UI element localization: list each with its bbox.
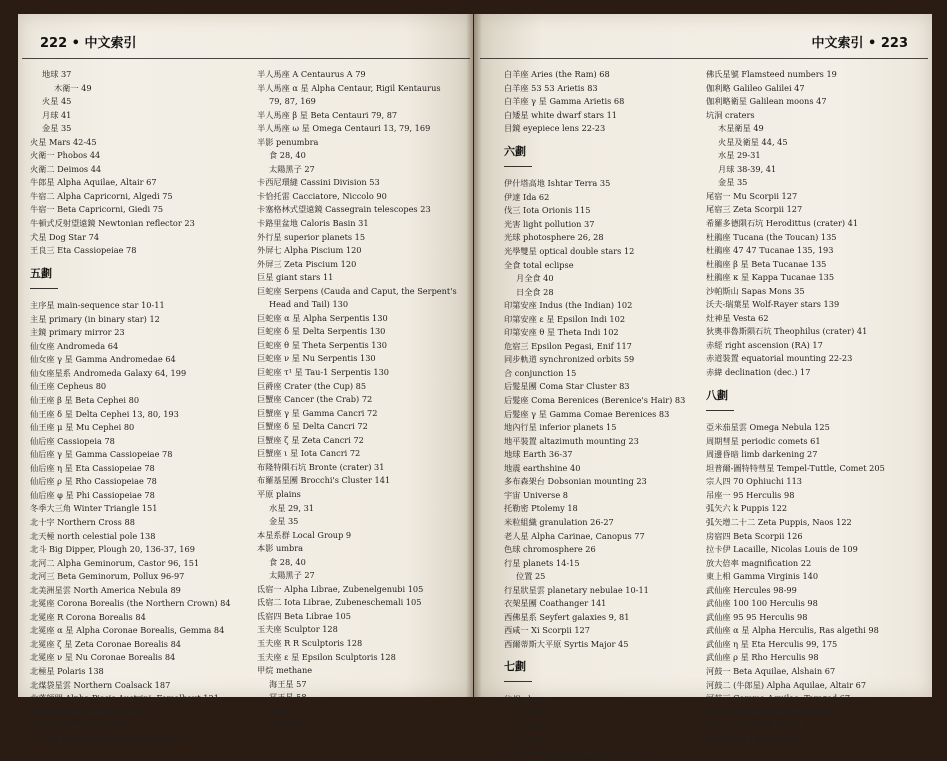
right-page-header: 中文索引 • 223 xyxy=(811,36,908,51)
index-entry: 主鏡 primary mirror 23 xyxy=(30,327,125,338)
index-entry: 氐宿一 Alpha Librae, Zubenelgenubi 105 xyxy=(257,583,424,594)
index-entry: 半人馬座 β 星 Beta Centauri 79, 87 xyxy=(257,109,398,120)
index-entry: 巨蟹座 Cancer (the Crab) 72 xyxy=(257,394,373,405)
index-entry: 木衛一 49 xyxy=(54,82,92,93)
index-entry: 赤緯 declination (dec.) 17 xyxy=(706,367,811,378)
index-entry: 玉夫座 Sculptor 128 xyxy=(257,624,338,635)
index-entry: 托勒密 Ptolemy 18 xyxy=(504,503,578,514)
index-entry: 北極星 Polaris 138 xyxy=(30,665,104,676)
index-entry: 白矮星 white dwarf stars 11 xyxy=(504,109,617,120)
index-entry: 武仙座 100 100 Herculis 98 xyxy=(706,598,818,609)
index-entry: 白羊座 53 53 Arietis 83 xyxy=(504,82,598,93)
index-entry: 食 28, 40 xyxy=(269,556,306,567)
index-entry: 印第安座 ε 星 Epsilon Indi 102 xyxy=(504,313,626,324)
index-entry: 北爪 Northern Claw 105 xyxy=(30,720,130,731)
index-entry: 伴星 secondary (in binary star) 12 xyxy=(504,748,644,759)
index-entry: 伊什塔高地 Ishtar Terra 35 xyxy=(504,178,611,189)
index-entry: 弧矢六 k Puppis 122 xyxy=(706,503,788,514)
index-entry: 巨蛇座 ν 星 Nu Serpentis 130 xyxy=(257,353,376,364)
index-entry: 巨爵座 Crater (the Cup) 85 xyxy=(257,380,367,391)
index-entry: 灶神星 Vesta 62 xyxy=(706,312,769,323)
index-entry: 巨蟹座 γ 星 Gamma Cancri 72 xyxy=(257,407,378,418)
index-entry: 北冕座 ζ 星 Zeta Coronae Borealis 84 xyxy=(30,638,181,649)
index-entry: 巨蟹座 ι 星 Iota Cancri 72 xyxy=(257,448,361,459)
section-heading: 五劃 xyxy=(30,266,52,280)
index-entry: 太陽黑子 27 xyxy=(269,163,315,174)
index-entry: 巨蛇座 θ 星 Theta Serpentis 130 xyxy=(257,339,387,350)
index-entry: 月球 40 xyxy=(516,721,546,732)
index-column-1 xyxy=(30,68,240,746)
index-entry: 米粒組織 granulation 26-27 xyxy=(504,516,614,527)
section-heading: 八劃 xyxy=(706,388,728,402)
index-entry: 赤道裝置 equatorial mounting 22-23 xyxy=(706,353,853,364)
index-entry: 仙后座 η 星 Eta Cassiopeiae 78 xyxy=(30,462,155,473)
index-entry: 水星 30 xyxy=(516,707,546,718)
index-entry: 金星 35 xyxy=(718,177,748,188)
book-gutter xyxy=(466,14,482,697)
index-entry: 月球 41 xyxy=(42,109,72,120)
index-entry: 巨蛇座 δ 星 Delta Serpentis 130 xyxy=(257,326,386,337)
index-entry: 后髮座 Coma Berenices (Berenice's Hair) 83 xyxy=(504,395,686,406)
index-entry: 白羊座 γ 星 Gamma Arietis 68 xyxy=(504,96,625,107)
index-entry: 太陽黑子 27 xyxy=(269,570,315,581)
index-entry: 老人星 Alpha Carinae, Canopus 77 xyxy=(504,530,645,541)
index-entry: 火衛二 Deimos 44 xyxy=(30,163,102,174)
index-entry: 日全食 28 xyxy=(516,286,554,297)
index-column-4 xyxy=(706,68,928,746)
index-entry: 卡塞格林式望遠鏡 Cassegrain telescopes 23 xyxy=(257,204,431,215)
index-entry: 地震 earthshine 40 xyxy=(504,462,581,473)
section-heading-underline xyxy=(30,288,58,289)
index-entry: 河鼓三 Gamma Aquilae, Tarazed 67 xyxy=(706,693,851,704)
index-entry: 卡恰托雷 Cacciatore, Niccolo 90 xyxy=(257,190,387,201)
index-entry: 半人馬座 A Centaurus A 79 xyxy=(257,69,366,79)
index-entry: 武仙座 95 95 Herculis 98 xyxy=(706,611,808,622)
index-entry: 巨蟹座 ζ 星 Zeta Cancri 72 xyxy=(257,434,364,445)
index-entry: 河鼓一 Beta Aquilae, Alshain 67 xyxy=(706,665,836,676)
index-entry: 玉夫座 R R Sculptoris 128 xyxy=(257,637,363,648)
index-entry: 波江座 32 32 Eridani 94 xyxy=(706,720,803,731)
index-entry: 半影 penumbra xyxy=(257,136,319,147)
index-entry: 后髮座 γ 星 Gamma Comae Berenices 83 xyxy=(504,408,670,419)
index-entry: 仙后座 ρ 星 Rho Cassiopeiae 78 xyxy=(30,476,157,487)
left-page xyxy=(18,14,473,744)
index-entry: 半人馬座 Centaurus (the Centaur) 21, 79 xyxy=(30,733,196,744)
index-entry: 仙后座 Cassiopeia 78 xyxy=(30,435,115,446)
index-entry: 卡路里盆地 Caloris Basin 31 xyxy=(257,218,369,229)
section-heading-underline xyxy=(504,166,532,167)
index-entry: 宗人四 70 Ophiuchi 113 xyxy=(706,476,803,487)
index-entry: 海衛一 57 xyxy=(269,705,307,716)
index-entry: 半人馬座 α 星 Alpha Centaur, Rigil Kentaurus xyxy=(257,82,441,93)
index-entry: 平原 plains xyxy=(257,488,301,499)
index-entry: 水星 29-31 xyxy=(718,150,761,161)
index-entry: 火星 Mars 42-45 xyxy=(30,136,97,147)
index-entry: 杜鵑座 κ 星 Kappa Tucanae 135 xyxy=(706,272,835,283)
index-entry: 東上相 Gamma Virginis 140 xyxy=(706,571,819,582)
index-entry: 北斗 Big Dipper, Plough 20, 136-37, 169 xyxy=(30,544,195,555)
index-entry: 坦普爾-圖特特彗星 Tempel-Tuttle, Comet 205 xyxy=(706,462,885,473)
index-entry: 氐宿四 Beta Librae 105 xyxy=(257,610,351,621)
index-entry: 行星狀星雲 planetary nebulae 10-11 xyxy=(504,584,649,595)
index-entry: Head and Tail) 130 xyxy=(269,299,349,310)
index-entry: 衣架星團 Coathanger 141 xyxy=(504,598,607,609)
index-entry: 沙帕斯山 Sapas Mons 35 xyxy=(706,285,805,296)
index-entry: 月全食 40 xyxy=(516,273,554,284)
left-header-rule xyxy=(22,58,470,59)
index-entry: 武仙座 ρ 星 Rho Herculis 98 xyxy=(706,652,819,663)
index-entry: 仙女座星系 Andromeda Galaxy 64, 199 xyxy=(30,367,187,378)
index-entry: 主星 primary (in binary star) 12 xyxy=(30,313,160,324)
index-entry: 牛宿一 Beta Capricorni, Giedi 75 xyxy=(30,204,164,215)
index-entry: 河鼓二 (牛郎星) Alpha Aquilae, Altair 67 xyxy=(706,679,867,690)
index-entry: 光害 light pollution 37 xyxy=(504,218,595,229)
index-entry: 地球 37 xyxy=(42,69,72,79)
left-page-header: 222 • 中文索引 xyxy=(40,36,137,51)
index-entry: 北銀極 north galactic pole 128 xyxy=(30,706,154,717)
index-entry: 巨蛇座 Serpens (Cauda and Caput, the Serpent's xyxy=(257,285,457,296)
index-entry: 色球 chromosphere 26 xyxy=(504,544,596,555)
index-entry: 仙王座 β 星 Beta Cephei 80 xyxy=(30,395,140,406)
index-entry: 坑洞 craters xyxy=(706,109,755,120)
index-entry: 79, 87, 169 xyxy=(269,96,316,107)
index-entry: 牛宿二 Alpha Capricorni, Algedi 75 xyxy=(30,190,173,201)
index-entry: 赤經 right ascension (RA) 17 xyxy=(706,339,823,350)
index-entry: 波江座 40 40 Eridani 94 xyxy=(706,733,803,744)
index-entry: 北十字 Northern Cross 88 xyxy=(30,516,135,527)
index-entry: 食 28, 40 xyxy=(269,150,306,161)
index-entry: 狄奧菲魯斯隕石坑 Theophilus (crater) 41 xyxy=(706,326,868,337)
index-entry: 犬星 Dog Star 74 xyxy=(30,231,100,242)
index-entry: 武仙座 η 星 Eta Herculis 99, 175 xyxy=(706,638,838,649)
index-entry: 木星衛星 49 xyxy=(718,123,764,134)
index-entry: 位相 phases xyxy=(504,693,552,704)
index-entry: 亞米茄星雲 Omega Nebula 125 xyxy=(706,422,830,433)
index-entry: 火星及衛星 44, 45 xyxy=(718,136,788,147)
index-entry: 吊座一 95 Herculis 98 xyxy=(706,489,795,500)
index-entry: 仙后座 φ 星 Phi Cassiopeiae 78 xyxy=(30,489,155,500)
index-entry: 伽利略 Galileo Galilei 47 xyxy=(706,82,805,93)
index-entry: 多布森架台 Dobsonian mounting 23 xyxy=(504,476,647,487)
index-entry: 杜鵑座 47 47 Tucanae 135, 193 xyxy=(706,245,834,256)
index-entry: 弧矢增二十二 Zeta Puppis, Naos 122 xyxy=(706,516,852,527)
index-entry: 伊達 Ida 62 xyxy=(504,191,550,202)
index-entry: 北落師門 Alpha Piscis Austrini, Fomalhaut 121 xyxy=(30,693,219,704)
index-entry: 巨蟹座 δ 星 Delta Cancri 72 xyxy=(257,421,368,432)
index-entry: 佛氏星號 Flamsteed numbers 19 xyxy=(706,69,837,79)
index-entry: 本星系群 Local Group 9 xyxy=(257,529,352,540)
index-entry: 位置 25 xyxy=(516,571,546,582)
index-entry: 海王星 57 xyxy=(269,678,307,689)
index-entry: 地平裝置 altazimuth mounting 23 xyxy=(504,435,639,446)
index-entry: 北煤袋星雲 Northern Coalsack 187 xyxy=(30,679,171,690)
index-entry: 印第安座 θ 星 Theta Indi 102 xyxy=(504,327,619,338)
index-entry: 周邊昏暗 limb darkening 27 xyxy=(706,449,818,460)
index-entry: 同步軌道 synchronized orbits 59 xyxy=(504,354,635,365)
index-entry: 本影 umbra xyxy=(257,543,304,554)
index-entry: 全食 total eclipse xyxy=(504,259,574,270)
index-entry: 后髮星團 Coma Star Cluster 83 xyxy=(504,381,630,392)
index-entry: 尾宿一 Mu Scorpii 127 xyxy=(706,190,798,201)
index-entry: 甲烷 methane xyxy=(257,665,313,676)
index-entry: 水星 29, 31 xyxy=(269,502,315,513)
index-entry: 主序星 main-sequence star 10-11 xyxy=(30,300,165,311)
index-entry: 光學雙星 optical double stars 12 xyxy=(504,246,635,257)
index-entry: 仙女座 Andromeda 64 xyxy=(30,340,119,351)
index-entry: 冥王星 58 xyxy=(269,692,307,703)
index-entry: 西爾蒂斯大平原 Syrtis Major 45 xyxy=(504,638,629,649)
index-entry: 仙王座 μ 星 Mu Cephei 80 xyxy=(30,422,135,433)
index-entry: 外行星 superior planets 15 xyxy=(257,231,366,242)
index-entry: 火衛一 Phobos 44 xyxy=(30,150,101,161)
index-entry: 玉夫座 ε 星 Epsilon Sculptoris 128 xyxy=(257,651,396,662)
index-entry: 金星 35 xyxy=(42,123,72,134)
index-entry: 房宿四 Beta Scorpii 126 xyxy=(706,530,803,541)
index-entry: 宇宙 Universe 8 xyxy=(504,489,569,500)
index-entry: 杜鵑座 β 星 Beta Tucanae 135 xyxy=(706,258,827,269)
index-entry: 目鏡 eyepiece lens 22-23 xyxy=(504,123,606,134)
index-entry: 北河二 Alpha Geminorum, Castor 96, 151 xyxy=(30,557,200,568)
index-entry: 布隆特隕石坑 Bronte (crater) 31 xyxy=(257,461,385,472)
index-entry: 行星 planets 14-15 xyxy=(504,557,580,568)
index-entry: 北美洲星雲 North America Nebula 89 xyxy=(30,584,181,595)
index-entry: 仙女座 γ 星 Gamma Andromedae 64 xyxy=(30,354,176,365)
index-entry: 北冕座 R Corona Borealis 84 xyxy=(30,611,146,622)
index-entry: 地內行星 inferior planets 15 xyxy=(504,422,617,433)
right-header-rule xyxy=(480,58,928,59)
index-entry: 拉卡伊 Lacaille, Nicolas Louis de 109 xyxy=(706,544,858,555)
index-entry: 希羅多德隕石坑 Herodittus (crater) 41 xyxy=(706,218,859,229)
index-entry: 火星 45 xyxy=(42,96,72,107)
index-entry: 北冕座 ν 星 Nu Coronae Borealis 84 xyxy=(30,652,176,663)
index-entry: 王良三 Eta Cassiopeiae 78 xyxy=(30,245,137,256)
index-entry: 布羅基星團 Brocchi's Cluster 141 xyxy=(257,475,391,486)
index-column-2 xyxy=(257,68,469,732)
index-entry: 北冕座 α 星 Alpha Coronae Borealis, Gemma 84 xyxy=(30,625,225,636)
index-entry: 伐三 Iota Orionis 115 xyxy=(504,205,591,216)
index-entry: 武仙座 α 星 Alpha Herculis, Ras algethi 98 xyxy=(706,625,879,636)
section-heading-underline xyxy=(706,410,734,411)
index-entry: 放大倍率 magnification 22 xyxy=(706,557,812,568)
section-heading: 七劃 xyxy=(504,660,526,674)
index-entry: 卡西尼環縫 Cassini Division 53 xyxy=(257,177,380,188)
index-entry: 外屏三 Zeta Piscium 120 xyxy=(257,258,357,269)
index-entry: 仙王座 Cepheus 80 xyxy=(30,381,107,392)
index-entry: 沃夫-瑞葉星 Wolf-Rayer stars 139 xyxy=(706,299,840,310)
index-entry: 巨蛇座 τ¹ 星 Tau-1 Serpentis 130 xyxy=(257,367,389,378)
index-entry: 氐宿二 Iota Librae, Zubeneschemali 105 xyxy=(257,597,422,608)
index-entry: 天王星 55 xyxy=(269,719,307,730)
index-entry: 周期彗星 periodic comets 61 xyxy=(706,435,821,446)
index-entry: 仙王座 δ 星 Delta Cephei 13, 80, 193 xyxy=(30,408,179,419)
index-entry: 白羊座 Aries (the Ram) 68 xyxy=(504,69,610,79)
index-entry: 合 conjunction 15 xyxy=(504,367,577,378)
index-entry: 月球 38-39, 41 xyxy=(718,163,777,174)
index-entry: 西咸一 Xi Scorpii 127 xyxy=(504,625,590,636)
index-entry: 光球 photosphere 26, 28 xyxy=(504,232,604,243)
index-entry: 巨蛇座 α 星 Alpha Serpentis 130 xyxy=(257,312,388,323)
index-entry: 牛頓式反射望遠鏡 Newtonian reflector 23 xyxy=(30,218,195,229)
index-entry: 伽利略衛星 Galilean moons 47 xyxy=(706,96,827,107)
index-entry: 西佛星系 Seyfert galaxies 9, 81 xyxy=(504,611,630,622)
index-entry: 仙后座 γ 星 Gamma Cassiopeiae 78 xyxy=(30,449,173,460)
index-entry: 杜鵑座 Tucana (the Toucan) 135 xyxy=(706,231,837,242)
index-entry: 危宿三 Epsilon Pegasi, Enif 117 xyxy=(504,340,632,351)
index-entry: 冬季大三角 Winter Triangle 151 xyxy=(30,503,158,514)
index-entry: 金星 35 xyxy=(269,516,299,527)
index-entry: 地球 Earth 36-37 xyxy=(504,449,573,460)
index-entry: 北河三 Beta Geminorum, Pollux 96-97 xyxy=(30,571,185,582)
right-page xyxy=(474,14,932,759)
index-entry: 半人馬座 ω 星 Omega Centauri 13, 79, 169 xyxy=(257,123,431,134)
index-entry: 尾宿三 Zeta Scorpii 127 xyxy=(706,204,803,215)
section-heading-underline xyxy=(504,681,532,682)
index-entry: 北天極 north celestial pole 138 xyxy=(30,530,156,541)
index-entry: 印第安座 Indus (the Indian) 102 xyxy=(504,300,633,311)
index-entry: 外屏七 Alpha Piscium 120 xyxy=(257,245,362,256)
index-entry: 牛郎星 Alpha Aquilae, Altair 67 xyxy=(30,177,157,188)
index-entry: 金星 33 xyxy=(516,734,546,745)
index-entry: 波江座 Eridanus (the River) 94 xyxy=(706,706,831,717)
index-column-3 xyxy=(504,68,714,761)
index-entry: 巨星 giant stars 11 xyxy=(257,272,334,283)
section-heading: 六劃 xyxy=(504,144,526,158)
index-entry: 北冕座 Corona Borealis (the Northern Crown) 84 xyxy=(30,598,231,609)
index-entry: 武仙座 Hercules 98-99 xyxy=(706,584,797,595)
